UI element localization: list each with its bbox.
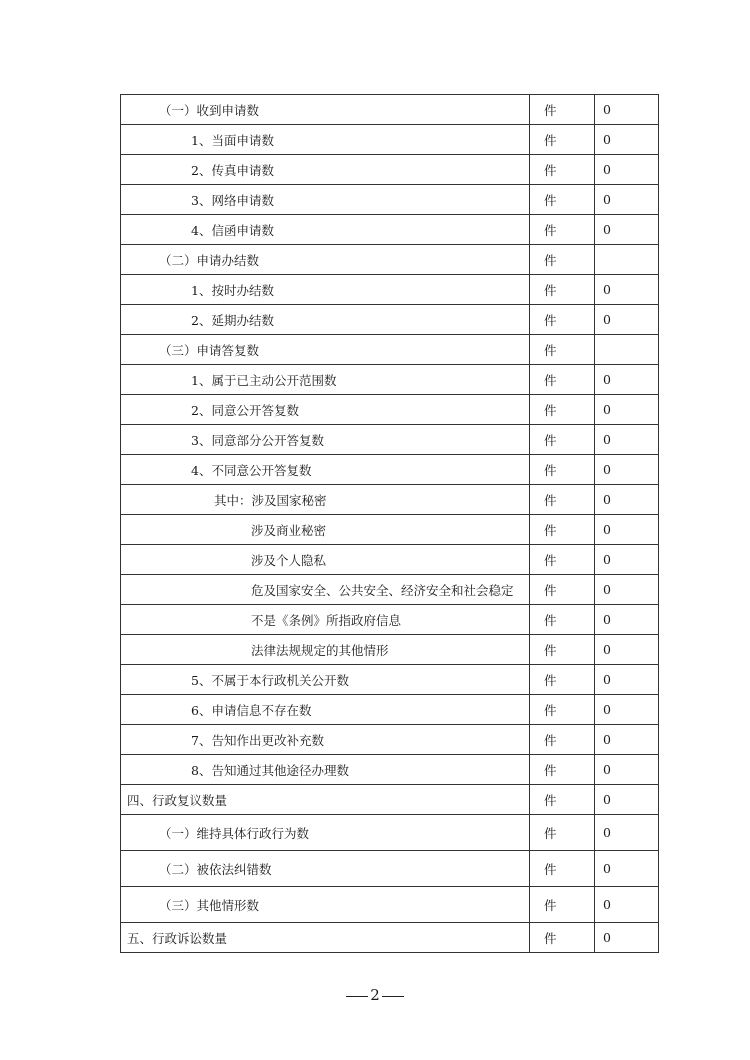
row-item-label: 4、信函申请数 — [121, 215, 530, 245]
row-unit: 件 — [530, 365, 595, 395]
row-value: 0 — [595, 365, 659, 395]
row-item-label: （一）维持具体行政行为数 — [121, 815, 530, 851]
footer-dash-left — [346, 996, 368, 997]
table-row — [121, 155, 659, 185]
row-value: 0 — [595, 725, 659, 755]
table-row — [121, 365, 659, 395]
row-value: 0 — [595, 425, 659, 455]
row-value: 0 — [595, 215, 659, 245]
row-item-label: 3、网络申请数 — [121, 185, 530, 215]
row-unit: 件 — [530, 305, 595, 335]
row-item-label: 7、告知作出更改补充数 — [121, 725, 530, 755]
row-value: 0 — [595, 851, 659, 887]
row-value: 0 — [595, 923, 659, 953]
statistics-table — [120, 94, 659, 953]
row-unit: 件 — [530, 275, 595, 305]
row-item-label: 1、属于已主动公开范围数 — [121, 365, 530, 395]
table-body — [121, 95, 659, 953]
row-item-label: 2、延期办结数 — [121, 305, 530, 335]
row-unit: 件 — [530, 695, 595, 725]
table-row — [121, 425, 659, 455]
row-item-label: 6、申请信息不存在数 — [121, 695, 530, 725]
row-item-label: （一）收到申请数 — [121, 95, 530, 125]
row-value: 0 — [595, 887, 659, 923]
row-value: 0 — [595, 545, 659, 575]
row-unit: 件 — [530, 665, 595, 695]
table-row — [121, 335, 659, 365]
row-value: 0 — [595, 575, 659, 605]
row-value: 0 — [595, 185, 659, 215]
row-unit: 件 — [530, 425, 595, 455]
table-row — [121, 725, 659, 755]
row-unit: 件 — [530, 545, 595, 575]
row-unit: 件 — [530, 185, 595, 215]
row-value: 0 — [595, 125, 659, 155]
row-item-label: （三）申请答复数 — [121, 335, 530, 365]
table-row — [121, 515, 659, 545]
table-row — [121, 815, 659, 851]
table-row — [121, 305, 659, 335]
row-item-label: 1、按时办结数 — [121, 275, 530, 305]
table-row — [121, 851, 659, 887]
row-value: 0 — [595, 515, 659, 545]
table-row — [121, 455, 659, 485]
row-value: 0 — [595, 95, 659, 125]
row-value: 0 — [595, 485, 659, 515]
table-row — [121, 575, 659, 605]
row-item-label: 五、行政诉讼数量 — [121, 923, 530, 953]
row-value: 0 — [595, 305, 659, 335]
row-item-label: 四、行政复议数量 — [121, 785, 530, 815]
row-unit: 件 — [530, 335, 595, 365]
row-value — [595, 335, 659, 365]
table-row — [121, 245, 659, 275]
row-value: 0 — [595, 635, 659, 665]
row-unit: 件 — [530, 851, 595, 887]
row-unit: 件 — [530, 923, 595, 953]
table-row — [121, 755, 659, 785]
row-unit: 件 — [530, 815, 595, 851]
row-value: 0 — [595, 275, 659, 305]
row-item-label: 8、告知通过其他途径办理数 — [121, 755, 530, 785]
row-unit: 件 — [530, 575, 595, 605]
row-unit: 件 — [530, 215, 595, 245]
row-item-label: 涉及商业秘密 — [121, 515, 530, 545]
row-item-label: 涉及个人隐私 — [121, 545, 530, 575]
table-row — [121, 695, 659, 725]
row-unit: 件 — [530, 725, 595, 755]
row-item-label: 危及国家安全、公共安全、经济安全和社会稳定 — [121, 575, 530, 605]
row-unit: 件 — [530, 155, 595, 185]
row-unit: 件 — [530, 515, 595, 545]
table-row — [121, 125, 659, 155]
table-row — [121, 785, 659, 815]
page-footer — [0, 986, 750, 1004]
row-item-label: 其中：涉及国家秘密 — [121, 485, 530, 515]
row-item-label: 3、同意部分公开答复数 — [121, 425, 530, 455]
table-row — [121, 95, 659, 125]
row-item-label: （二）被依法纠错数 — [121, 851, 530, 887]
row-item-label: 4、不同意公开答复数 — [121, 455, 530, 485]
table-row — [121, 635, 659, 665]
row-item-label: 2、同意公开答复数 — [121, 395, 530, 425]
row-value: 0 — [595, 755, 659, 785]
row-unit: 件 — [530, 95, 595, 125]
row-value: 0 — [595, 605, 659, 635]
footer-dash-right — [382, 996, 404, 997]
row-item-label: 不是《条例》所指政府信息 — [121, 605, 530, 635]
table-row — [121, 215, 659, 245]
row-value: 0 — [595, 695, 659, 725]
row-item-label: （三）其他情形数 — [121, 887, 530, 923]
row-value: 0 — [595, 395, 659, 425]
row-item-label: 5、不属于本行政机关公开数 — [121, 665, 530, 695]
row-unit: 件 — [530, 887, 595, 923]
table-row — [121, 545, 659, 575]
row-unit: 件 — [530, 755, 595, 785]
row-unit: 件 — [530, 455, 595, 485]
table-row — [121, 485, 659, 515]
row-item-label: （二）申请办结数 — [121, 245, 530, 275]
row-value: 0 — [595, 785, 659, 815]
row-value: 0 — [595, 665, 659, 695]
table-row — [121, 185, 659, 215]
table-row — [121, 275, 659, 305]
row-unit: 件 — [530, 485, 595, 515]
table-row — [121, 887, 659, 923]
row-unit: 件 — [530, 635, 595, 665]
row-unit: 件 — [530, 245, 595, 275]
row-value: 0 — [595, 455, 659, 485]
row-unit: 件 — [530, 125, 595, 155]
page-number: 2 — [370, 986, 380, 1004]
table-row — [121, 395, 659, 425]
row-unit: 件 — [530, 395, 595, 425]
row-item-label: 法律法规规定的其他情形 — [121, 635, 530, 665]
table-row — [121, 923, 659, 953]
row-value: 0 — [595, 155, 659, 185]
row-unit: 件 — [530, 785, 595, 815]
table-row — [121, 665, 659, 695]
row-item-label: 1、当面申请数 — [121, 125, 530, 155]
row-item-label: 2、传真申请数 — [121, 155, 530, 185]
table-row — [121, 605, 659, 635]
row-value: 0 — [595, 815, 659, 851]
row-unit: 件 — [530, 605, 595, 635]
row-value — [595, 245, 659, 275]
